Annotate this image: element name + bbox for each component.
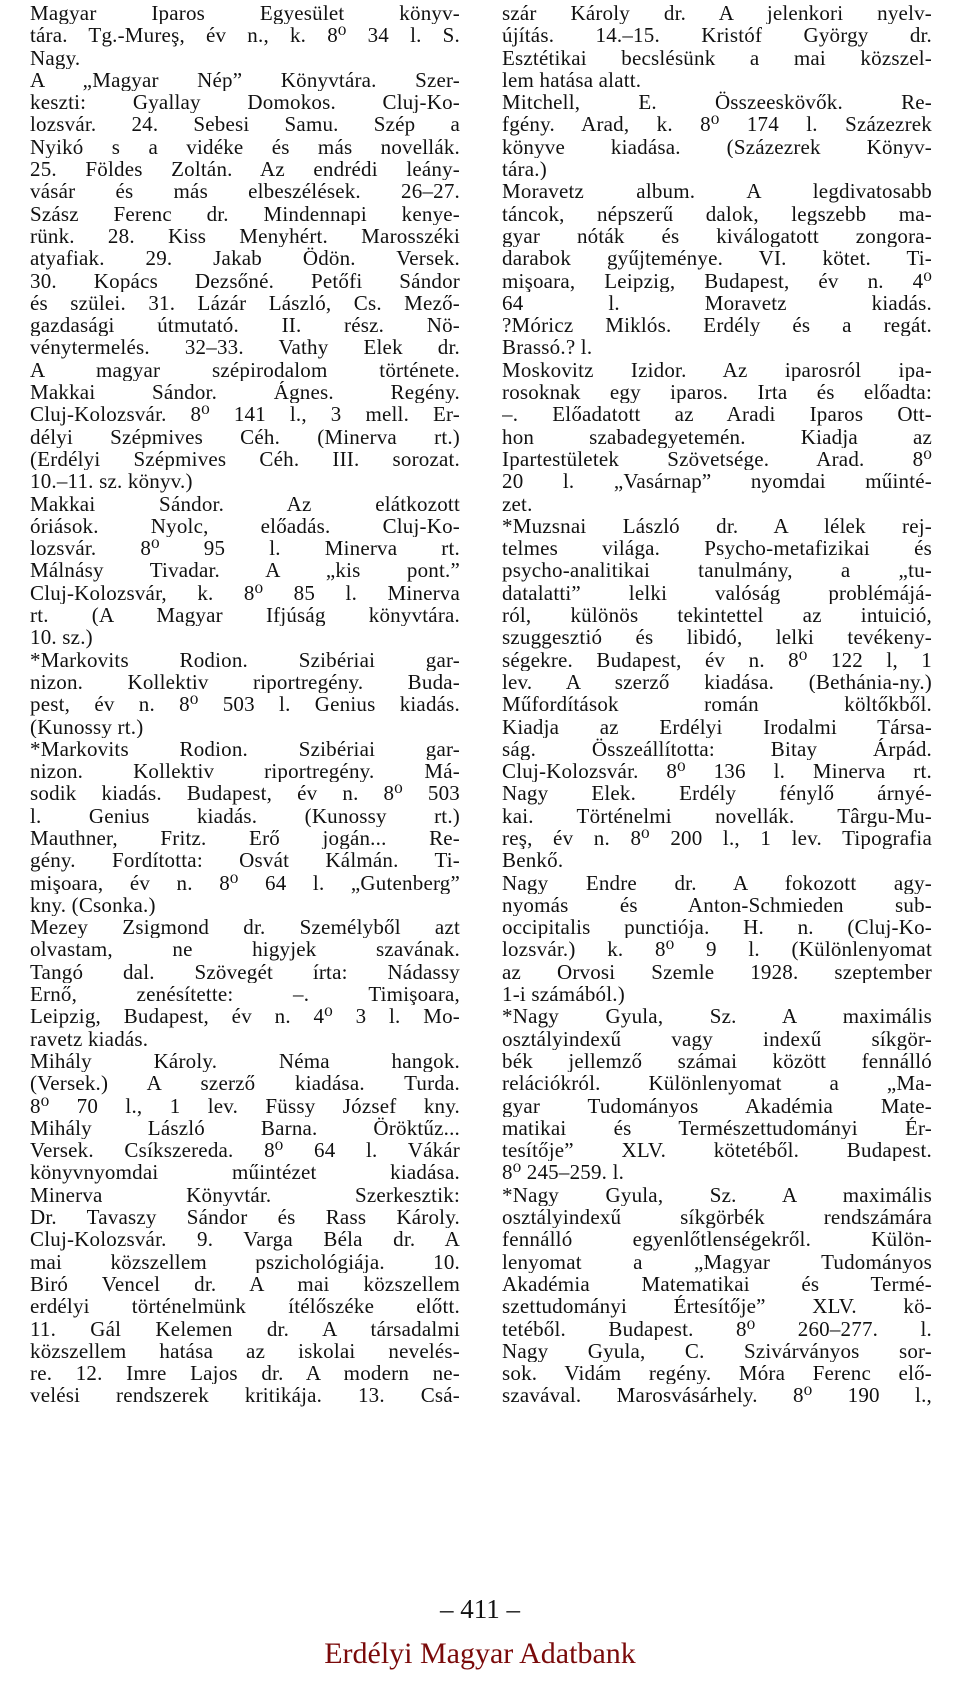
text-line: Tangó dal. Szövegét írta: Nádassy bbox=[30, 960, 460, 984]
text-line: kai. Történelmi novellák. Târgu-Mu- bbox=[502, 804, 932, 827]
text-line: sok. Vidám regény. Móra Ferenc elő- bbox=[502, 1362, 932, 1385]
text-line: Ernő, zenésítette: –. Timişoara, bbox=[30, 983, 460, 1006]
text-line: gény. Fordította: Osvát Kálmán. Ti- bbox=[30, 849, 460, 872]
text-line: sodik kiadás. Budapest, év n. 8⁰ 503 bbox=[30, 782, 460, 805]
text-line: re. 12. Imre Lajos dr. A modern ne- bbox=[30, 1362, 460, 1385]
site-name: Erdélyi Magyar Adatbank bbox=[324, 1637, 636, 1670]
text-line: 11. Gál Kelemen dr. A társadalmi bbox=[30, 1317, 460, 1340]
text-line: lev. A szerző kiadása. (Bethánia-ny.) bbox=[502, 670, 932, 694]
text-line: szár Károly dr. A jelenkori nyelv- bbox=[502, 2, 932, 25]
text-line: Moravetz album. A legdivatosabb bbox=[502, 180, 932, 203]
text-line: (Versek.) A szerző kiadása. Turda. bbox=[30, 1072, 460, 1095]
text-line: 30. Kopács Dezsőné. Petőfi Sándor bbox=[30, 269, 460, 292]
text-line: tára. Tg.-Mureş, év n., k. 8⁰ 34 l. S. bbox=[30, 24, 460, 47]
text-line: mişoara, év n. 8⁰ 64 l. „Gutenberg” bbox=[30, 871, 460, 894]
text-line: vénytermelés. 32–33. Vathy Elek dr. bbox=[30, 336, 460, 359]
text-line: könyve kiadása. (Százezrek Könyv- bbox=[502, 135, 932, 159]
text-line: pest, év n. 8⁰ 503 l. Genius kiadás. bbox=[30, 693, 460, 716]
text-line: Dr. Tavaszy Sándor és Rass Károly. bbox=[30, 1206, 460, 1229]
text-line: Makkai Sándor. Az elátkozott bbox=[30, 492, 460, 515]
text-line: közszellem hatása az iskolai nevelés- bbox=[30, 1339, 460, 1363]
text-line: az Orvosi Szemle 1928. szeptember bbox=[502, 960, 932, 984]
text-line: fennálló egyenlőtlenségekről. Külön- bbox=[502, 1228, 932, 1251]
text-line: Cluj-Kolozsvár. 9. Varga Béla dr. A bbox=[30, 1228, 460, 1251]
text-line: hon szabadegyetemén. Kiadja az bbox=[502, 425, 932, 448]
text-line: vásár és más elbeszélések. 26–27. bbox=[30, 180, 460, 203]
text-line: Moskovitz Izidor. Az iparosról ipa- bbox=[502, 358, 932, 382]
text-line: Mihály Károly. Néma hangok. bbox=[30, 1049, 460, 1073]
text-line: Nagy Endre dr. A fokozott agy- bbox=[502, 871, 932, 894]
text-line: kny. (Csonka.) bbox=[30, 893, 156, 917]
text-line: –. Előadatott az Aradi Iparos Ott- bbox=[502, 403, 932, 426]
text-line: Brassó.? l. bbox=[502, 336, 593, 359]
text-line: atyafiak. 29. Jakab Ödön. Versek. bbox=[30, 247, 460, 270]
text-line: Leipzig, Budapest, év n. 4⁰ 3 l. Mo- bbox=[30, 1005, 460, 1028]
text-line: gyar nóták és kiválogatott zongora- bbox=[502, 224, 932, 248]
text-line: (Erdélyi Szépmives Céh. III. sorozat. bbox=[30, 447, 460, 471]
text-line: datalatti” lelki valóság problémájá- bbox=[502, 581, 932, 605]
text-line: 64 l. Moravetz kiadás. bbox=[502, 291, 932, 315]
text-line: tetéből. Budapest. 8⁰ 260–277. l. bbox=[502, 1317, 932, 1340]
text-line: tára.) bbox=[502, 158, 547, 181]
text-line: óriások. Nyolc, előadás. Cluj-Ko- bbox=[30, 514, 460, 538]
text-line: A magyar szépirodalom története. bbox=[30, 358, 460, 382]
text-line: Cluj-Kolozsvár. 8⁰ 136 l. Minerva rt. bbox=[502, 760, 932, 783]
text-line: Málnásy Tivadar. A „kis pont.” bbox=[30, 559, 460, 582]
text-line: gazdasági útmutató. II. rész. Nö- bbox=[30, 314, 460, 337]
text-line: *Markovits Rodion. Szibériai gar- bbox=[30, 648, 460, 671]
text-line: lem hatása alatt. bbox=[502, 68, 642, 92]
text-line: délyi Szépmives Céh. (Minerva rt.) bbox=[30, 425, 460, 448]
right-column bbox=[502, 2, 932, 1407]
text-line: Versek. Csíkszereda. 8⁰ 64 l. Vákár bbox=[30, 1139, 460, 1162]
text-line: ról, különös tekintettel az intuició, bbox=[502, 604, 932, 627]
text-line: erdélyi történelmünk ítélőszéke előtt. bbox=[30, 1295, 460, 1318]
text-line: Akadémia Matematikai és Termé- bbox=[502, 1272, 932, 1296]
text-line: 20 l. „Vasárnap” nyomdai műinté- bbox=[502, 470, 932, 493]
text-line: osztályindexű síkgörbék rendszámára bbox=[502, 1206, 932, 1229]
text-line: Ipartestületek Szövetsége. Arad. 8⁰ bbox=[502, 447, 932, 471]
text-line: lozsvár. 24. Sebesi Samu. Szép a bbox=[30, 113, 460, 136]
text-line: osztályindexű vagy indexű síkgör- bbox=[502, 1027, 932, 1050]
text-line: könyvnyomdai műintézet kiadása. bbox=[30, 1161, 460, 1184]
text-line: rt. (A Magyar Ifjúság könyvtára. bbox=[30, 604, 460, 627]
text-line: rosoknak egy iparos. Irta és előadta: bbox=[502, 381, 932, 404]
text-line: *Markovits Rodion. Szibériai gar- bbox=[30, 737, 460, 761]
text-line: Minerva Könyvtár. Szerkesztik: bbox=[30, 1183, 460, 1207]
text-line: ság. Összeállította: Bitay Árpád. bbox=[502, 737, 932, 761]
text-line: zet. bbox=[502, 492, 533, 515]
text-line: Nyikó s a vidéke és más novellák. bbox=[30, 135, 460, 159]
text-line: Nagy Gyula, C. Szivárványos sor- bbox=[502, 1339, 932, 1363]
text-line: darabok gyűjteménye. VI. kötet. Ti- bbox=[502, 247, 932, 270]
text-line: Nagy. bbox=[30, 46, 81, 69]
text-line: Biró Vencel dr. A mai közszellem bbox=[30, 1272, 460, 1296]
text-line: 25. Földes Zoltán. Az endrédi leány- bbox=[30, 158, 460, 181]
text-line: szavával. Marosvásárhely. 8⁰ 190 l., bbox=[502, 1384, 932, 1407]
text-line: Kiadja az Erdélyi Irodalmi Társa- bbox=[502, 715, 932, 738]
text-line: telmes világa. Psycho-metafizikai és bbox=[502, 537, 932, 560]
text-line: l. Genius kiadás. (Kunossy rt.) bbox=[30, 804, 460, 827]
text-line: keszti: Gyallay Domokos. Cluj-Ko- bbox=[30, 91, 460, 114]
text-line: mişoara, Leipzig, Budapest, év n. 4⁰ bbox=[502, 269, 932, 292]
text-line: (Kunossy rt.) bbox=[30, 715, 144, 738]
text-line: bék jellemző számai között fennálló bbox=[502, 1049, 932, 1073]
text-line: occipitalis punctiója. H. n. (Cluj-Ko- bbox=[502, 916, 932, 939]
text-line: lenyomat a „Magyar Tudományos bbox=[502, 1250, 932, 1273]
text-line: nizon. Kollektiv riportregény. Buda- bbox=[30, 670, 460, 694]
text-line: Szász Ferenc dr. Mindennapi kenye- bbox=[30, 202, 460, 225]
text-line: ravetz kiadás. bbox=[30, 1027, 149, 1050]
text-line: A „Magyar Nép” Könyvtára. Szer- bbox=[30, 68, 460, 92]
text-line: ?Móricz Miklós. Erdély és a regát. bbox=[502, 314, 932, 337]
text-line: és szülei. 31. Lázár László, Cs. Mező- bbox=[30, 291, 460, 315]
text-line: lozsvár.) k. 8⁰ 9 l. (Különlenyomat bbox=[502, 938, 932, 961]
text-line: 10. sz.) bbox=[30, 626, 93, 649]
text-line: Cluj-Kolozsvár, k. 8⁰ 85 l. Minerva bbox=[30, 581, 460, 605]
text-line: táncok, népszerű dalok, legszebb ma- bbox=[502, 202, 932, 225]
text-line: matikai és Természettudományi Ér- bbox=[502, 1116, 932, 1140]
text-line: psycho-analitikai tanulmány, a „tu- bbox=[502, 559, 932, 582]
text-line: mai közszellem pszichológiája. 10. bbox=[30, 1250, 460, 1273]
text-line: Benkő. bbox=[502, 849, 564, 872]
text-line: gyar Tudományos Akadémia Mate- bbox=[502, 1094, 932, 1117]
text-line: tesítője” XLV. kötetéből. Budapest. bbox=[502, 1139, 932, 1162]
text-line: rünk. 28. Kiss Menyhért. Marosszéki bbox=[30, 224, 460, 248]
text-line: Esztétikai becslésünk a mai közszel- bbox=[502, 46, 932, 69]
text-line: Magyar Iparos Egyesület könyv- bbox=[30, 2, 460, 25]
text-line: *Muzsnai László dr. A lélek rej- bbox=[502, 514, 932, 538]
text-line: újítás. 14.–15. Kristóf György dr. bbox=[502, 24, 932, 47]
text-line: fgény. Arad, k. 8⁰ 174 l. Százezrek bbox=[502, 113, 932, 136]
text-line: szettudományi Értesítője” XLV. kö- bbox=[502, 1295, 932, 1318]
text-line: 8⁰ 245–259. l. bbox=[502, 1161, 625, 1184]
text-line: Cluj-Kolozsvár. 8⁰ 141 l., 3 mell. Er- bbox=[30, 403, 460, 426]
text-line: Mihály László Barna. Öröktűz... bbox=[30, 1116, 460, 1140]
text-line: nyomás és Anton-Schmieden sub- bbox=[502, 893, 932, 917]
text-line: szuggesztió és libidó, lelki tevékeny- bbox=[502, 626, 932, 649]
text-line: olvastam, ne higyjek szavának. bbox=[30, 938, 460, 961]
text-line: Mauthner, Fritz. Erő jogán... Re- bbox=[30, 826, 460, 850]
text-line: *Nagy Gyula, Sz. A maximális bbox=[502, 1183, 932, 1207]
text-line: 10.–11. sz. könyv.) bbox=[30, 470, 193, 493]
text-line: Nagy Elek. Erdély fénylő árnyé- bbox=[502, 782, 932, 805]
text-line: nizon. Kollektiv riportregény. Má- bbox=[30, 760, 460, 783]
text-line: Műfordítások román költőkből. bbox=[502, 693, 932, 716]
text-line: reş, év n. 8⁰ 200 l., 1 lev. Tipografia bbox=[502, 826, 932, 850]
left-column bbox=[30, 2, 460, 1407]
text-line: velési rendszerek kritikája. 13. Csá- bbox=[30, 1384, 460, 1407]
text-line: Mezey Zsigmond dr. Személyből azt bbox=[30, 916, 460, 939]
text-line: Makkai Sándor. Ágnes. Regény. bbox=[30, 381, 460, 404]
text-line: *Nagy Gyula, Sz. A maximális bbox=[502, 1005, 932, 1028]
page-number: – 411 – bbox=[440, 1594, 520, 1624]
text-line: 1-i számából.) bbox=[502, 983, 625, 1006]
text-line: 8⁰ 70 l., 1 lev. Füssy József kny. bbox=[30, 1094, 460, 1117]
text-line: lozsvár. 8⁰ 95 l. Minerva rt. bbox=[30, 537, 460, 560]
text-line: ségekre. Budapest, év n. 8⁰ 122 l, 1 bbox=[502, 648, 932, 671]
text-line: relációkról. Különlenyomat a „Ma- bbox=[502, 1072, 932, 1095]
text-line: Mitchell, E. Összeeskövők. Re- bbox=[502, 91, 932, 114]
